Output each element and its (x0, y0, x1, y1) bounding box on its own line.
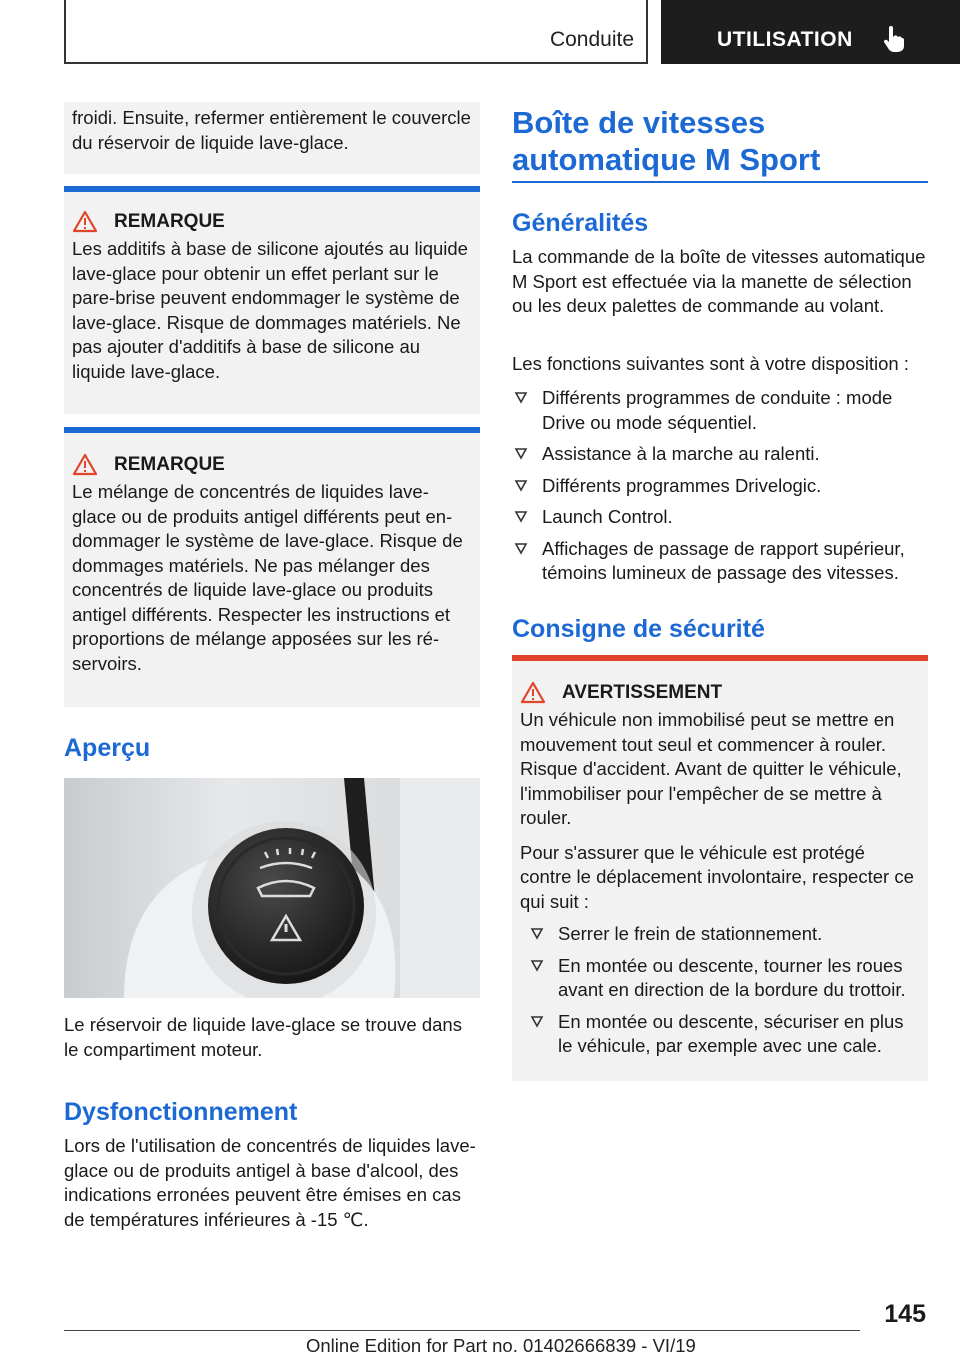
triangle-bullet-icon (514, 446, 528, 460)
note1-header (72, 210, 472, 233)
dysf-text: Lors de l'utilisation de concentrés de liquides lave-glace ou de produits antigel à base d'alcool, des indications erronées peuvent être émises en cas de températures inférieures à -15 ℃. (64, 1135, 476, 1230)
list-item (528, 954, 920, 1003)
section-title: Boîte de vitesses automatique M Sport (512, 105, 821, 177)
footer-rule (64, 1330, 860, 1331)
function-item: Assistance à la marche au ralenti. (542, 443, 820, 464)
note2-title: REMARQUE (114, 453, 225, 475)
gen-text: La commande de la boîte de vitesses automatique M Sport est effectuée via la manette de sélection ou les deux palettes de commande au volant. (512, 246, 926, 316)
warning-triangle-icon (520, 681, 546, 704)
warning-item: En montée ou descente, tourner les roues avant en direction de la bordure du trottoir. (558, 954, 906, 1000)
warning-title: AVERTISSEMENT (562, 681, 723, 703)
header-chapter-label: UTILISATION (717, 28, 853, 51)
header-chapter-tab (661, 0, 960, 64)
triangle-bullet-icon (514, 541, 528, 555)
warning-text: Un véhicule non immobilisé peut se mettre en mouvement tout seul et commencer à rouler. Risque d'accident. Avant de quitter le véhicule, l'immobiliser pour l'empêcher de se mettre à rouler. (520, 709, 902, 828)
function-item: Différents programmes de conduite : mode Drive ou mode séquentiel. (542, 387, 893, 433)
warning-text2: Pour s'assurer que le véhicule est protégé contre le déplacement involontaire, respecter ce qui suit : (520, 841, 914, 912)
header-section-tab (64, 0, 648, 64)
triangle-bullet-icon (514, 478, 528, 492)
intro-text: froidi. Ensuite, refermer entièrement le couvercle du réservoir de liquide lave-glace. (72, 107, 471, 153)
triangle-bullet-icon (530, 1014, 544, 1028)
page-number: 145 (884, 1300, 926, 1328)
note1-title: REMARQUE (114, 210, 225, 232)
washer-reservoir-photo (64, 778, 480, 998)
apercu-heading: Aperçu (64, 734, 151, 762)
list-item (528, 1010, 920, 1059)
safety-heading: Consigne de sécurité (512, 615, 765, 643)
triangle-bullet-icon (514, 509, 528, 523)
apercu-caption: Le réservoir de liquide lave-glace se trouve dans le compartiment moteur. (64, 1014, 462, 1060)
footer-edition: Online Edition for Part no. 01402666839 - VI/19 (306, 1335, 696, 1356)
list-item (528, 922, 920, 947)
note2-header (72, 453, 472, 476)
title-rule (512, 181, 928, 183)
gen-heading: Généralités (512, 209, 649, 237)
note2-text: Le mélange de concentrés de liquides lave-glace ou de produits antigel différents peut endommager le système de lave-glace. Risque de dommages matériels. Ne pas mélanger des concentrés de liquide lave-glace ou produits antigel différents. Respecter les instructions et proportions de mélange apposées sur les réservoirs. (72, 481, 463, 674)
function-item: Launch Control. (542, 506, 673, 527)
function-list (512, 386, 928, 593)
list-item (512, 386, 928, 435)
list-item (512, 474, 928, 499)
warning-box (512, 661, 928, 1081)
warning-item: En montée ou descente, sécuriser en plus le véhicule, par exemple avec une cale. (558, 1010, 904, 1056)
warning-item: Serrer le frein de stationnement. (558, 923, 823, 944)
warning-list (520, 922, 920, 1059)
list-item (512, 442, 928, 467)
note1-box (64, 192, 480, 414)
warning-triangle-icon (72, 210, 98, 233)
list-item (512, 505, 928, 530)
warning-triangle-icon (72, 453, 98, 476)
list-item (512, 537, 928, 586)
triangle-bullet-icon (530, 926, 544, 940)
header-section-label: Conduite (549, 28, 634, 51)
function-item: Affichages de passage de rapport supérieur, témoins lumineux de passage des vitesses. (542, 537, 905, 583)
note1-text: Les additifs à base de silicone ajoutés au liquide lave-glace pour obtenir un effet perlant sur le pare-brise peuvent endommager le système de lave-glace. Risque de dommages matériels. Ne pas ajouter d'additifs à base de silicone au liquide lave-glace. (72, 238, 468, 382)
warning-header (520, 681, 920, 704)
triangle-bullet-icon (514, 390, 528, 404)
dysf-heading: Dysfonctionnement (64, 1098, 298, 1126)
pointing-hand-icon (883, 26, 905, 52)
note2-box (64, 433, 480, 707)
triangle-bullet-icon (530, 958, 544, 972)
function-item: Différents programmes Drivelogic. (542, 474, 822, 496)
intro-box (64, 102, 480, 174)
func-intro: Les fonctions suivantes sont à votre disposition : (512, 353, 909, 374)
